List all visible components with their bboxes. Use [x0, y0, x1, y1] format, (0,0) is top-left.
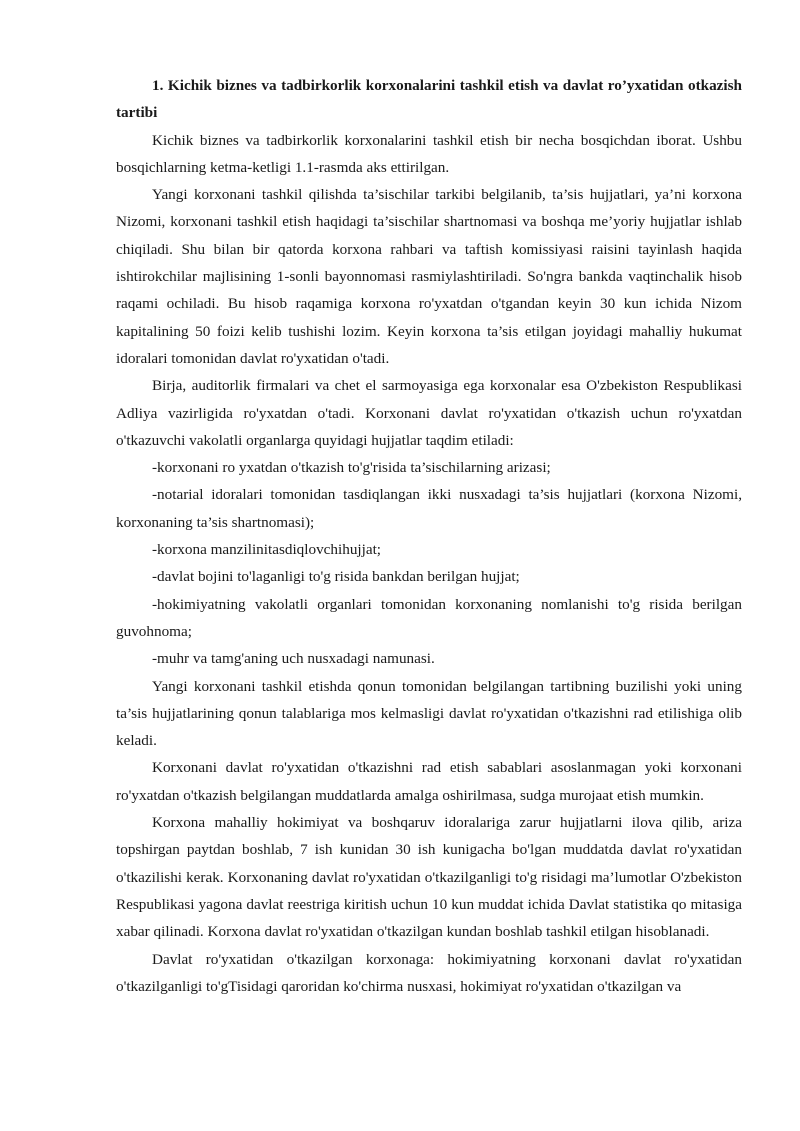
paragraph-deadlines: Korxona mahalliy hokimiyat va boshqaruv idoralariga zarur hujjatlarni ilova qilib, ariza topshirgan paytdan boshlab, 7 ish kunidan 30 ish kunigacha bo'lgan muddatda davlat ro'yxatidan o'tkazilishi kerak. Korxonaning davlat ro'yxatidan o'tkazilganligi to'g risidagi ma’lumotlar O'zbekiston Respublikasi yagona davlat reestriga kiritish uchun 10 kun muddat ichida Davlat statistika qo mitasiga xabar qilinadi. Korxona davlat ro'yxatidan o'tkazilgan kundan boshlab tashkil etilgan hisoblanadi.	[116, 814, 742, 941]
document-page	[116, 72, 742, 1000]
list-item-founding-docs: -notarial idoralari tomonidan tasdiqlangan ikki nusxadagi ta’sis hujjatlari (korxona Nizomi, korxonaning ta’sis shartnomasi);	[116, 486, 742, 531]
paragraph-intro: Kichik biznes va tadbirkorlik korxonalarini tashkil etish bir necha bosqichdan iborat. Ushbu bosqichlarning ketma-ketligi 1.1-rasmda aks ettirilgan.	[116, 131, 742, 176]
paragraph-court-appeal: Korxonani davlat ro'yxatidan o'tkazishni rad etish sabablari asoslanmagan yoki korxonani ro'yxatdan o'tkazish belgilangan muddatlarda amalga oshirilmasa, sudga murojaat etish mumkin.	[116, 759, 742, 804]
paragraph-founding: Yangi korxonani tashkil qilishda ta’sischilar tarkibi belgilanib, ta’sis hujjatlari, ya’ni korxona Nizomi, korxonani tashkil etish haqidagi ta’sischilar shartnomasi va boshqa me’yoriy hujjatlar ishlab chiqiladi. Shu bilan bir qatorda korxona rahbari va taftish komissiyasi raisini tayinlash haqida ishtirokchilar majlisining 1-sonli bayonnomasi rasmiylashtiriladi. So'ngra bankda vaqtinchalik hisob raqami ochiladi. Bu hisob raqamiga korxona ro'yxatdan o'tgandan keyin 30 kun ichida Nizom kapitalining 50 foizi kelib tushishi lozim. Keyin korxona ta’sis etilgan joyidagi mahalliy hukumat idoralari tomonidan davlat ro'yxatidan o'tadi.	[116, 186, 742, 367]
list-item-address-doc: -korxona manzilinitasdiqlovchihujjat;	[152, 541, 382, 559]
list-item-name-certificate: -hokimiyatning vakolatli organlari tomonidan korxonaning nomlanishi to'g risida berilgan guvohnoma;	[116, 595, 742, 640]
list-item-seal-sample: -muhr va tamg'aning uch nusxadagi namunasi.	[152, 650, 435, 668]
list-item-application: -korxonani ro yxatdan o'tkazish to'g'risida ta’sischilarning arizasi;	[152, 459, 551, 477]
paragraph-issued-docs: Davlat ro'yxatidan o'tkazilgan korxonaga: hokimiyatning korxonani davlat ro'yxatidan o'tkazilganligi to'gTisidagi qaroridan ko'chirma nusxasi, hokimiyat ro'yxatidan o'tkazilgan va	[116, 950, 742, 995]
list-item-state-fee: -davlat bojini to'laganligi to'g risida bankdan berilgan hujjat;	[152, 568, 520, 586]
paragraph-registration: Birja, auditorlik firmalari va chet el sarmoyasiga ega korxonalar esa O'zbekiston Respublikasi Adliya vazirligida ro'yxatdan o'tadi. Korxonani davlat ro'yxatidan o'tkazish uchun ro'yxatdan o'tkazuvchi vakolatli organlarga quyidagi hujjatlar taqdim etiladi:	[116, 377, 742, 449]
paragraph-rejection: Yangi korxonani tashkil etishda qonun tomonidan belgilangan tartibning buzilishi yoki uning ta’sis hujjatlarining qonun talablariga mos kelmasligi davlat ro'yxatidan o'tkazishni rad etilishiga olib keladi.	[116, 677, 742, 750]
section-heading: 1. Kichik biznes va tadbirkorlik korxonalarini tashkil etish va davlat ro’yxatidan otkazish tartibi	[116, 77, 742, 122]
